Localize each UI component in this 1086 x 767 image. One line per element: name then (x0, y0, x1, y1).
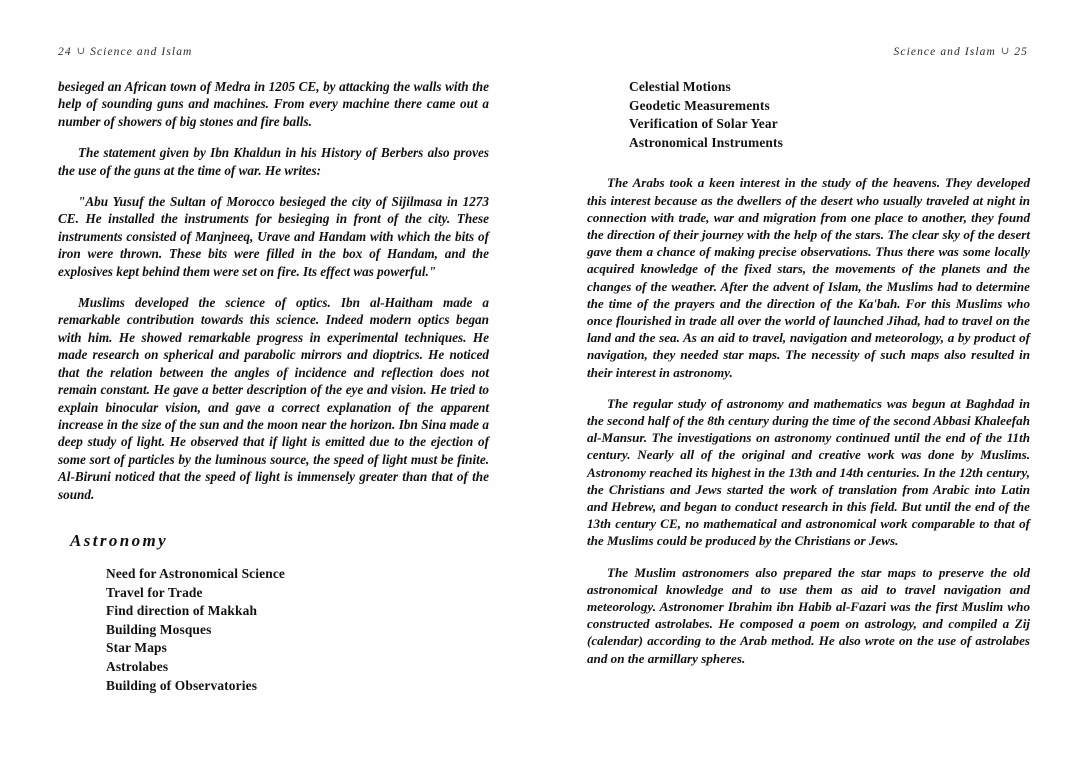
list-item: Geodetic Measurements (629, 97, 770, 113)
running-head-title-left: Science and Islam (90, 46, 193, 58)
list-item: Verification of Solar Year (629, 116, 778, 132)
page-number-left: 24 (58, 46, 72, 58)
list-item: Travel for Trade (106, 584, 203, 600)
list-item: Building of Observatories (106, 677, 258, 693)
paragraph-baghdad-astronomy: The regular study of astronomy and mathematics was begun at Baghdad in the second half of the 8th century during the time of the second Abbasi Khaleefah al-Mansur. The investigations on astronomy continued until the end of the 11th century. Nearly all of the original and creative work was done by Muslims. Astronomy reached its highest in the 13th and 14th centuries. In the 12th century, the Christians and Jews started the work of translation from Arabic into Latin and Hebrew, and began to conduct research in this field. But until the end of the 13th century CE, no mathematical and astronomical work comparable to that of the Muslims could be produced by the Christians or Jews. (587, 395, 1030, 549)
paragraph-arabs-heavens: The Arabs took a keen interest in the study of the heavens. They developed this interest because as the dwellers of the desert who usually traveled at night in connection with trade, war and migration from one place to another, they found the direction of their journey with the help of the stars. The clear sky of the desert gave them a chance of making precise observations. Thus there was some locally acquired knowledge of the fixed stars, the movements of the planets and the changes of the weather. After the advent of Islam, the Muslims had to determine the time of the prayers and the direction of the Ka'bah. For this Muslims who once flourished in trade all over the world of launched Jihad, had to travel on the land and the sea. As an aid to travel, navigation and meteorology, a by product of navigation, they needed star maps. The necessity of such maps also resulted in their interest in astronomy. (587, 175, 1030, 380)
astronomy-outline-list (58, 565, 489, 695)
page-number-right: 25 (1014, 46, 1028, 58)
list-item: Astronomical Instruments (629, 134, 783, 150)
section-heading-astronomy: Astronomy (70, 530, 169, 550)
ornament-icon: ∪ (76, 46, 86, 57)
running-head-right (587, 44, 1030, 60)
paragraph-abu-yusuf-quote: "Abu Yusuf the Sultan of Morocco besieged the city of Sijilmasa in 1273 CE. He installed the instruments for besieging in front of the city. These instruments consisted of Manjneeq, Urave and Handam with which the bits of iron were thrown. These bits were filled in the box of Handam, and the explosives kept behind them were set on fire. Its effect was powerful." (58, 194, 489, 279)
page-right (543, 0, 1086, 767)
list-item: Celestial Motions (629, 79, 731, 94)
list-item: Star Maps (106, 640, 167, 656)
left-column-body (58, 78, 489, 695)
list-item: Building Mosques (106, 621, 212, 637)
running-head-left (58, 44, 489, 60)
paragraph-siege-continuation: besieged an African town of Medra in 1205 CE, by attacking the walls with the help of sounding guns and machines. From every machine there came out a number of showers of big stones and fire balls. (58, 79, 489, 129)
spacer (587, 152, 1030, 174)
list-item: Astrolabes (106, 658, 169, 674)
paragraph-optics: Muslims developed the science of optics. Ibn al-Haitham made a remarkable contribution towards this science. Indeed modern optics began with him. He showed remarkable progress in experimental techniques. He made research on spherical and parabolic mirrors and dioptrics. He noticed that the relation between the angles of incidence and reflection does not remain constant. He gave a better description of the eye and vision. He tried to explain binocular vision, and gave a correct explanation of the apparent increase in the size of the sun and the moon near the horizon. Ibn Sina made a deep study of light. He observed that if light is emitted due to the ejection of some sort of particles by the luminous source, the speed of light must be finite. Al-Biruni noticed that the speed of light is immensely greater than that of the sound. (58, 295, 489, 502)
paragraph-ibn-khaldun: The statement given by Ibn Khaldun in his History of Berbers also proves the use of the guns at the time of war. He writes: (58, 145, 489, 178)
paragraph-star-maps-fazari: The Muslim astronomers also prepared the star maps to preserve the old astronomical knowledge and to use them as aid to travel navigation and meteorology. Astronomer Ibrahim ibn Habib al-Fazari was the first Muslim who constructed astrolabes. He composed a poem on astrology, and compiled a Zij (calendar) according to the Arab method. He also wrote on the use of astrolabes and on the armillary spheres. (587, 564, 1030, 666)
running-head-title-right: Science and Islam (893, 46, 996, 58)
ornament-icon: ∪ (1000, 46, 1010, 57)
right-column-body (587, 78, 1030, 667)
list-item: Find direction of Makkah (106, 603, 258, 619)
list-item: Need for Astronomical Science (106, 565, 286, 581)
astronomy-outline-list-continued (587, 78, 1030, 152)
